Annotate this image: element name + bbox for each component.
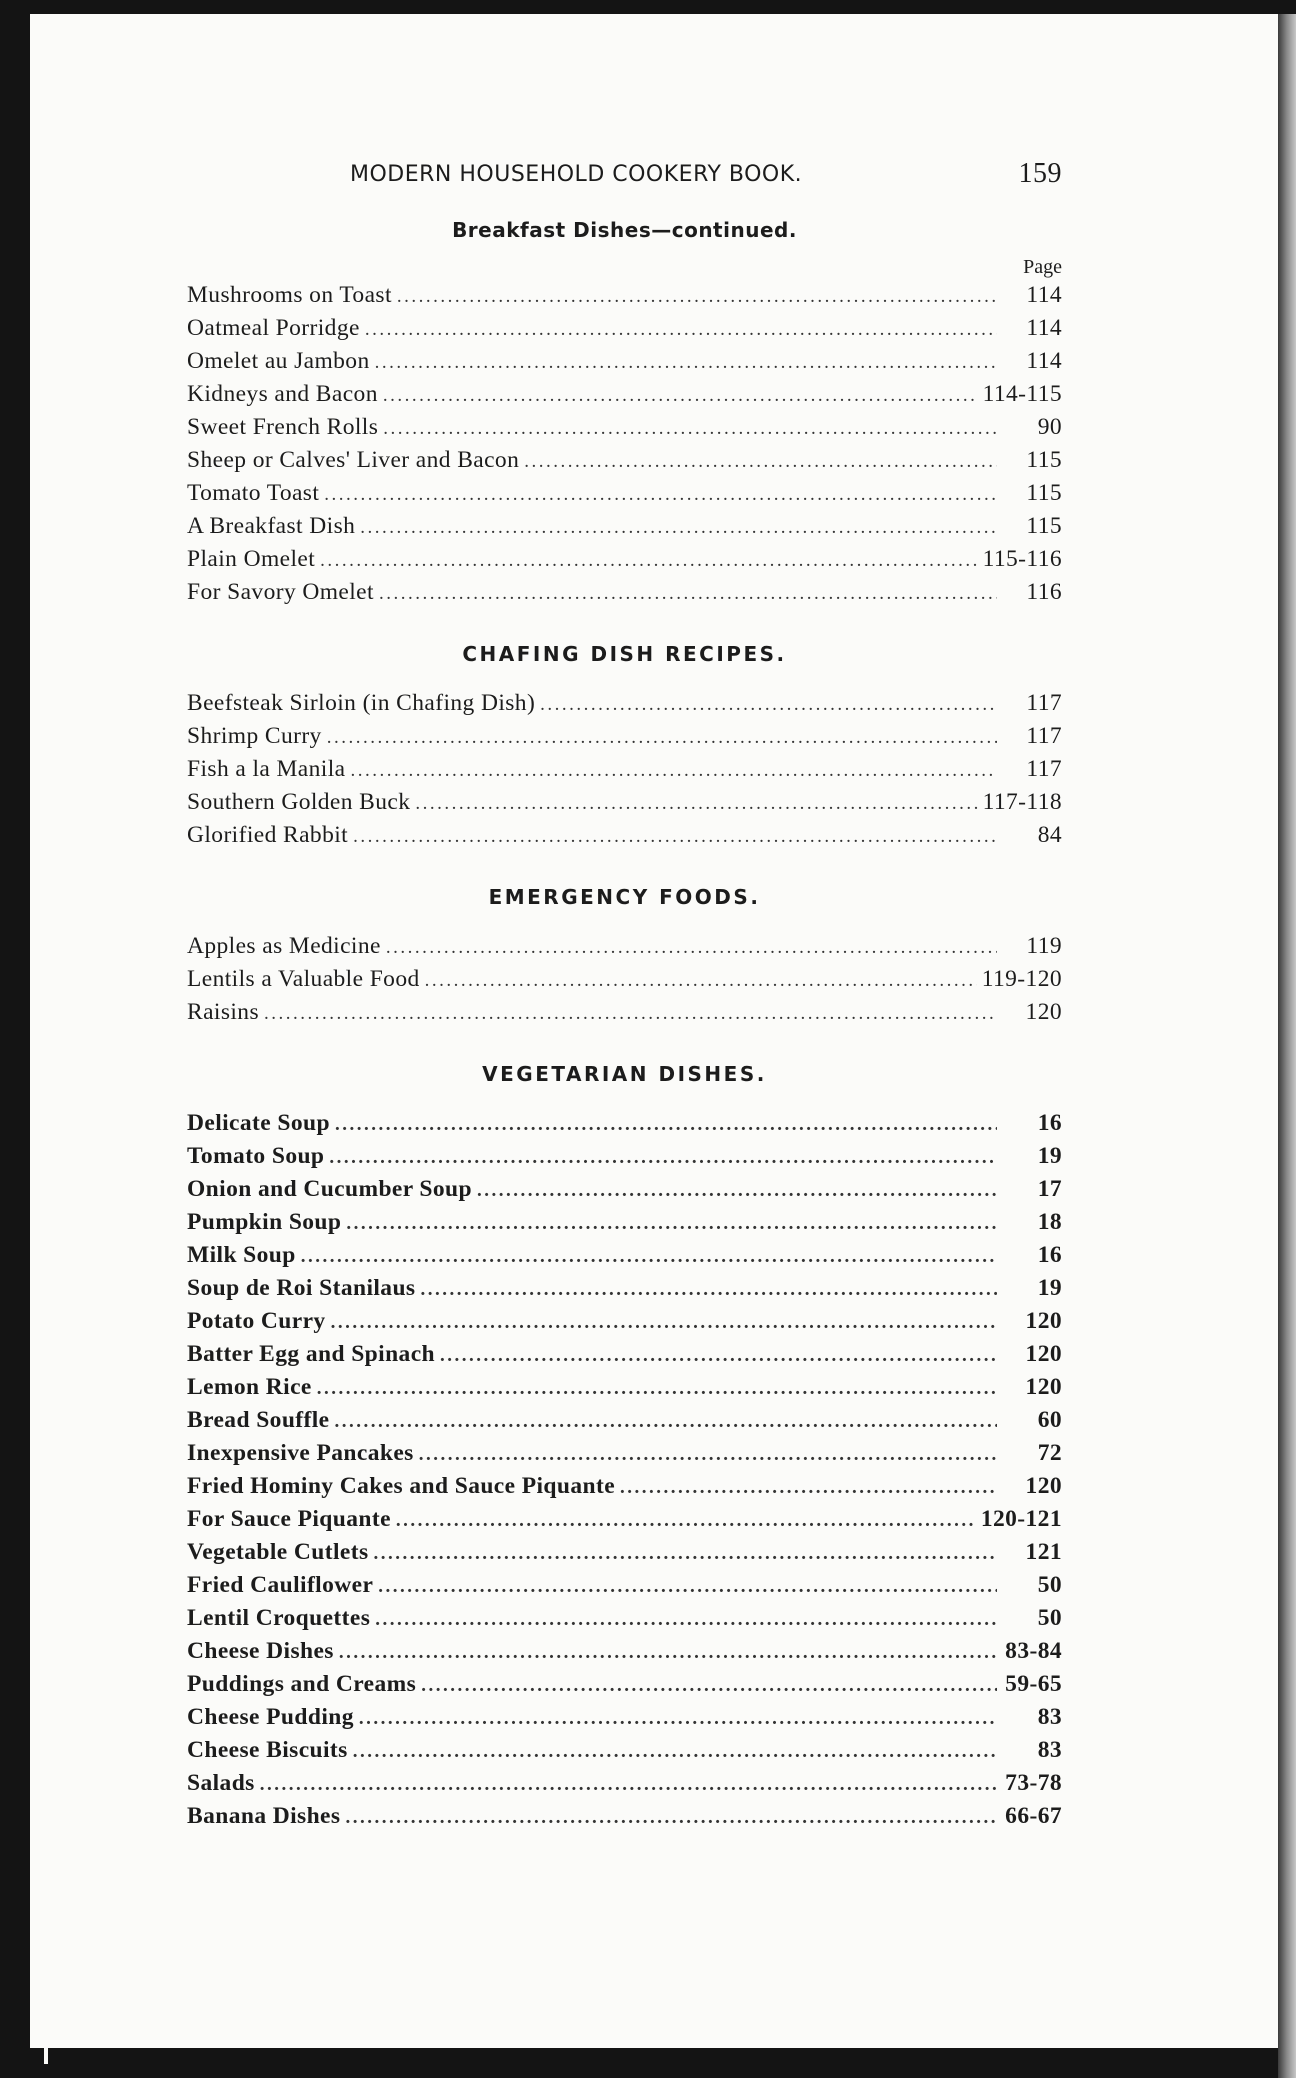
index-entry <box>187 414 1062 447</box>
leader-dots <box>324 484 997 506</box>
entry-title: Tomato Soup <box>187 1143 325 1169</box>
entry-title: Fish a la Manila <box>187 756 346 782</box>
section-emergency-foods <box>187 885 1062 1032</box>
leader-dots <box>540 694 997 716</box>
entry-page: 83 <box>1037 1737 1062 1763</box>
entry-title: Southern Golden Buck <box>187 789 411 815</box>
entry-title: Potato Curry <box>187 1308 326 1334</box>
entry-title: A Breakfast Dish <box>187 513 356 539</box>
entry-title: Inexpensive Pancakes <box>187 1440 414 1466</box>
entry-page: 120 <box>1025 999 1062 1025</box>
index-entry <box>187 480 1062 513</box>
leader-dots <box>415 793 977 815</box>
leader-dots <box>386 937 997 959</box>
index-entry <box>187 1308 1062 1341</box>
leader-dots <box>317 1378 997 1400</box>
entry-title: Batter Egg and Spinach <box>187 1341 435 1367</box>
entry-page: 50 <box>1037 1605 1062 1631</box>
leader-dots <box>345 1807 997 1829</box>
section-title-breakfast: Breakfast Dishes—continued. <box>452 218 797 242</box>
leader-dots <box>353 826 997 848</box>
leader-dots <box>360 517 997 539</box>
entry-page: 120 <box>1025 1308 1062 1334</box>
index-entry <box>187 1275 1062 1308</box>
entry-title: Oatmeal Porridge <box>187 315 360 341</box>
entry-title: Cheese Dishes <box>187 1638 334 1664</box>
leader-dots <box>359 1708 997 1730</box>
leader-dots <box>383 418 997 440</box>
index-entry <box>187 579 1062 612</box>
leader-dots <box>421 1675 997 1697</box>
entry-title: Lemon Rice <box>187 1374 312 1400</box>
entry-page: 50 <box>1037 1572 1062 1598</box>
section-chafing-dish-recipes <box>187 642 1062 855</box>
index-entry <box>187 1770 1062 1803</box>
leader-dots <box>375 1609 997 1631</box>
entry-page: 119-120 <box>981 966 1062 992</box>
entry-page: 120 <box>1025 1473 1062 1499</box>
index-entry <box>187 447 1062 480</box>
leader-dots <box>374 1543 997 1565</box>
entry-title: Raisins <box>187 999 260 1025</box>
entry-title: Pumpkin Soup <box>187 1209 342 1235</box>
leader-dots <box>365 319 997 341</box>
entry-title: Onion and Cucumber Soup <box>187 1176 472 1202</box>
entry-page: 19 <box>1037 1143 1062 1169</box>
entry-page: 117 <box>1026 690 1062 716</box>
leader-dots <box>335 1411 997 1433</box>
entry-page: 73-78 <box>1005 1770 1062 1796</box>
entry-title: Sheep or Calves' Liver and Bacon <box>187 447 520 473</box>
index-entry <box>187 1704 1062 1737</box>
page-content <box>187 158 1062 1836</box>
entry-page: 114-115 <box>982 381 1062 407</box>
index-entry <box>187 1374 1062 1407</box>
entry-title: Glorified Rabbit <box>187 822 349 848</box>
index-entry <box>187 723 1062 756</box>
running-header <box>187 158 1062 202</box>
running-header-title: MODERN HOUSEHOLD COOKERY BOOK. <box>350 162 803 187</box>
index-entry <box>187 1473 1062 1506</box>
leader-dots <box>378 1576 997 1598</box>
entry-page: 114 <box>1026 348 1062 374</box>
entry-page: 59-65 <box>1005 1671 1062 1697</box>
entry-page: 19 <box>1037 1275 1062 1301</box>
index-entry <box>187 1440 1062 1473</box>
book-page <box>30 14 1282 2048</box>
index-entry <box>187 1143 1062 1176</box>
leader-dots <box>331 1312 997 1334</box>
entry-page: 16 <box>1037 1110 1062 1136</box>
entry-title: Beefsteak Sirloin (in Chafing Dish) <box>187 690 536 716</box>
section-title-chafing: CHAFING DISH RECIPES. <box>462 642 787 666</box>
index-entry <box>187 1605 1062 1638</box>
index-entry <box>187 966 1062 999</box>
index-entry <box>187 822 1062 855</box>
leader-dots <box>335 1114 997 1136</box>
entry-page: 16 <box>1037 1242 1062 1268</box>
leader-dots <box>524 451 997 473</box>
index-entry <box>187 546 1062 579</box>
entry-page: 115 <box>1026 447 1062 473</box>
index-entry <box>187 315 1062 348</box>
section-title-vegetarian: VEGETARIAN DISHES. <box>482 1062 767 1086</box>
entry-title: For Savory Omelet <box>187 579 374 605</box>
entry-page: 120 <box>1025 1374 1062 1400</box>
leader-dots <box>396 1510 976 1532</box>
index-entry <box>187 1737 1062 1770</box>
entry-title: Puddings and Creams <box>187 1671 417 1697</box>
chafing-entry-list <box>187 690 1062 855</box>
entry-title: Milk Soup <box>187 1242 296 1268</box>
section-vegetarian-dishes <box>187 1062 1062 1836</box>
entry-title: Tomato Toast <box>187 480 320 506</box>
index-entry <box>187 756 1062 789</box>
entry-page: 84 <box>1037 822 1062 848</box>
book-spine-edge <box>1278 14 1296 2078</box>
entry-title: Shrimp Curry <box>187 723 322 749</box>
entry-title: Omelet au Jambon <box>187 348 370 374</box>
index-entry <box>187 1242 1062 1275</box>
entry-page: 115 <box>1026 480 1062 506</box>
leader-dots <box>350 760 997 782</box>
entry-title: Kidneys and Bacon <box>187 381 378 407</box>
index-entry <box>187 381 1062 414</box>
leader-dots <box>419 1444 997 1466</box>
entry-title: Lentils a Valuable Food <box>187 966 420 992</box>
page-column-label: Page <box>1023 256 1062 278</box>
entry-page: 18 <box>1037 1209 1062 1235</box>
entry-title: Salads <box>187 1770 255 1796</box>
section-breakfast-dishes <box>187 218 1062 612</box>
index-entry <box>187 690 1062 723</box>
leader-dots <box>379 583 997 605</box>
entry-page: 120-121 <box>980 1506 1062 1532</box>
index-entry <box>187 348 1062 381</box>
entry-title: Soup de Roi Stanilaus <box>187 1275 416 1301</box>
section-title-emergency: EMERGENCY FOODS. <box>488 885 761 909</box>
index-entry <box>187 1539 1062 1572</box>
entry-page: 66-67 <box>1005 1803 1062 1829</box>
leader-dots <box>339 1642 997 1664</box>
index-entry <box>187 282 1062 315</box>
entry-page: 90 <box>1037 414 1062 440</box>
entry-page: 117-118 <box>982 789 1062 815</box>
leader-dots <box>327 727 997 749</box>
entry-page: 115 <box>1026 513 1062 539</box>
index-entry <box>187 1803 1062 1836</box>
entry-title: Plain Omelet <box>187 546 316 572</box>
entry-page: 117 <box>1026 723 1062 749</box>
emergency-entry-list <box>187 933 1062 1032</box>
leader-dots <box>477 1180 997 1202</box>
entry-page: 114 <box>1026 315 1062 341</box>
index-entry <box>187 1506 1062 1539</box>
leader-dots <box>397 286 997 308</box>
entry-title: Apples as Medicine <box>187 933 381 959</box>
entry-page: 119 <box>1026 933 1062 959</box>
leader-dots <box>264 1003 997 1025</box>
entry-title: Banana Dishes <box>187 1803 341 1829</box>
leader-dots <box>260 1774 997 1796</box>
index-entry <box>187 1407 1062 1440</box>
entry-title: Fried Cauliflower <box>187 1572 374 1598</box>
entry-title: Sweet French Rolls <box>187 414 379 440</box>
index-entry <box>187 1110 1062 1143</box>
entry-title: Cheese Biscuits <box>187 1737 348 1763</box>
entry-page: 17 <box>1037 1176 1062 1202</box>
leader-dots <box>329 1147 997 1169</box>
entry-title: Lentil Croquettes <box>187 1605 371 1631</box>
index-entry <box>187 1638 1062 1671</box>
entry-page: 120 <box>1025 1341 1062 1367</box>
leader-dots <box>346 1213 997 1235</box>
entry-title: Delicate Soup <box>187 1110 330 1136</box>
entry-title: For Sauce Piquante <box>187 1506 391 1532</box>
entry-page: 121 <box>1025 1539 1062 1565</box>
entry-page: 114 <box>1026 282 1062 308</box>
index-entry <box>187 933 1062 966</box>
index-entry <box>187 1341 1062 1374</box>
entry-page: 60 <box>1037 1407 1062 1433</box>
leader-dots <box>420 1279 997 1301</box>
entry-title: Bread Souffle <box>187 1407 330 1433</box>
page-gutter-edge <box>44 74 48 2064</box>
entry-page: 83 <box>1037 1704 1062 1730</box>
entry-page: 115-116 <box>982 546 1062 572</box>
entry-title: Fried Hominy Cakes and Sauce Piquante <box>187 1473 616 1499</box>
entry-page: 72 <box>1037 1440 1062 1466</box>
index-entry <box>187 1176 1062 1209</box>
leader-dots <box>301 1246 997 1268</box>
index-entry <box>187 513 1062 546</box>
leader-dots <box>320 550 977 572</box>
entry-page: 83-84 <box>1005 1638 1062 1664</box>
breakfast-entry-list <box>187 282 1062 612</box>
leader-dots <box>383 385 978 407</box>
entry-title: Cheese Pudding <box>187 1704 354 1730</box>
index-entry <box>187 999 1062 1032</box>
index-entry <box>187 789 1062 822</box>
vegetarian-entry-list <box>187 1110 1062 1836</box>
leader-dots <box>440 1345 997 1367</box>
index-entry <box>187 1671 1062 1704</box>
index-entry <box>187 1572 1062 1605</box>
leader-dots <box>353 1741 997 1763</box>
entry-title: Vegetable Cutlets <box>187 1539 369 1565</box>
index-entry <box>187 1209 1062 1242</box>
leader-dots <box>375 352 997 374</box>
entry-title: Mushrooms on Toast <box>187 282 392 308</box>
entry-page: 117 <box>1026 756 1062 782</box>
leader-dots <box>620 1477 997 1499</box>
entry-page: 116 <box>1026 579 1062 605</box>
leader-dots <box>425 970 977 992</box>
page-number: 159 <box>1018 158 1062 189</box>
